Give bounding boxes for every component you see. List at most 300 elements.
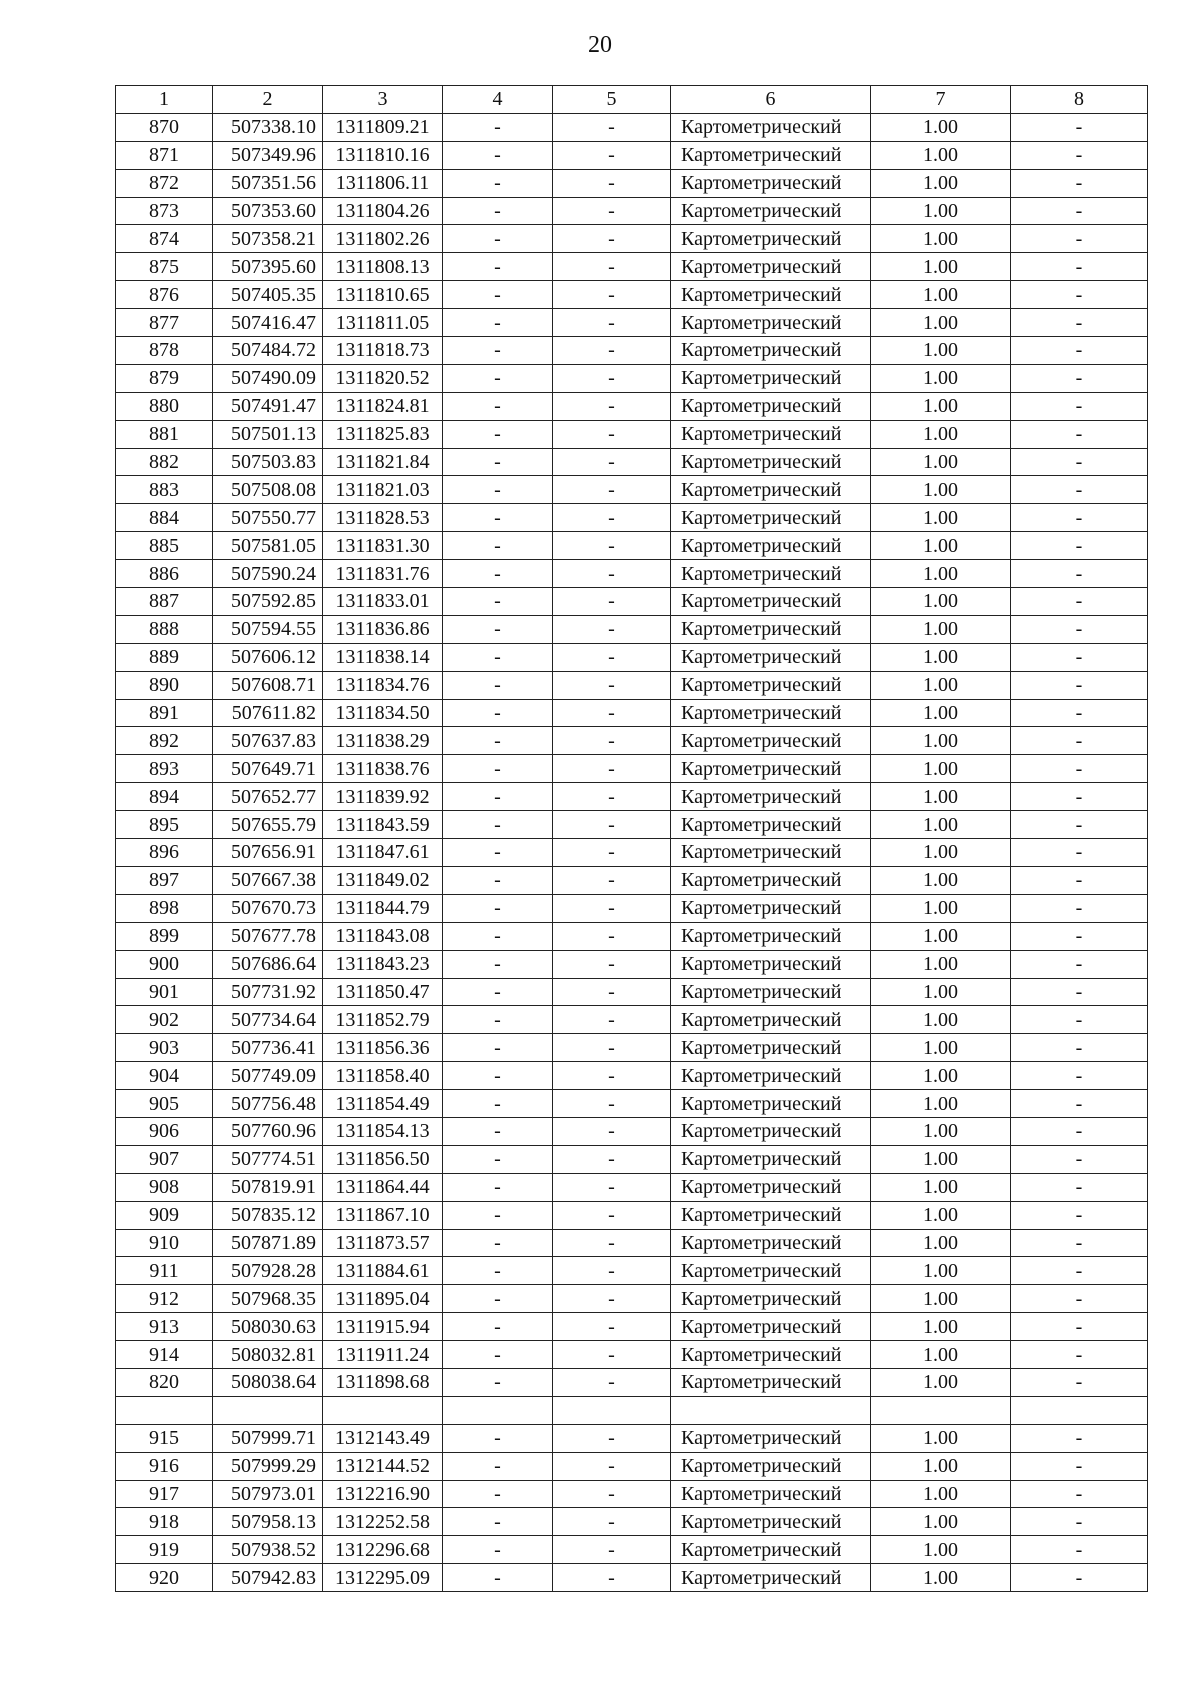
accuracy-cell: 1.00 <box>871 141 1011 169</box>
column-header: 1 <box>116 86 213 114</box>
method-cell: Картометрический <box>671 1424 871 1452</box>
column-5-cell: - <box>553 699 671 727</box>
table-row <box>116 1006 1148 1034</box>
column-header: 4 <box>443 86 553 114</box>
column-5-cell: - <box>553 1006 671 1034</box>
accuracy-cell: 1.00 <box>871 643 1011 671</box>
method-cell: Картометрический <box>671 1285 871 1313</box>
column-8-cell: - <box>1011 448 1148 476</box>
method-cell: Картометрический <box>671 309 871 337</box>
accuracy-cell: 1.00 <box>871 894 1011 922</box>
point-number-cell: 875 <box>116 253 213 281</box>
method-cell: Картометрический <box>671 811 871 839</box>
accuracy-cell: 1.00 <box>871 1145 1011 1173</box>
table-row <box>116 1313 1148 1341</box>
y-coordinate-cell: 1311836.86 <box>323 615 443 643</box>
x-coordinate-cell: 507503.83 <box>213 448 323 476</box>
method-cell: Картометрический <box>671 337 871 365</box>
y-coordinate-cell: 1312252.58 <box>323 1508 443 1536</box>
y-coordinate-cell: 1311884.61 <box>323 1257 443 1285</box>
column-5-cell: - <box>553 1173 671 1201</box>
column-8-cell: - <box>1011 1285 1148 1313</box>
column-4-cell: - <box>443 755 553 783</box>
method-cell: Картометрический <box>671 1452 871 1480</box>
column-8-cell: - <box>1011 1508 1148 1536</box>
method-cell: Картометрический <box>671 671 871 699</box>
x-coordinate-cell: 507928.28 <box>213 1257 323 1285</box>
table-row <box>116 1341 1148 1369</box>
table-row <box>116 560 1148 588</box>
method-cell: Картометрический <box>671 1480 871 1508</box>
x-coordinate-cell: 507749.09 <box>213 1062 323 1090</box>
method-cell: Картометрический <box>671 1536 871 1564</box>
accuracy-cell: 1.00 <box>871 560 1011 588</box>
point-number-cell: 920 <box>116 1564 213 1592</box>
table-row <box>116 1536 1148 1564</box>
y-coordinate-cell: 1311854.13 <box>323 1117 443 1145</box>
table-row <box>116 615 1148 643</box>
y-coordinate-cell: 1311838.14 <box>323 643 443 671</box>
column-4-cell: - <box>443 504 553 532</box>
column-4-cell: - <box>443 309 553 337</box>
column-4-cell: - <box>443 420 553 448</box>
method-cell: Картометрический <box>671 281 871 309</box>
x-coordinate-cell: 507958.13 <box>213 1508 323 1536</box>
accuracy-cell: 1.00 <box>871 364 1011 392</box>
column-5-cell: - <box>553 1257 671 1285</box>
table-row <box>116 476 1148 504</box>
column-8-cell: - <box>1011 1257 1148 1285</box>
column-4-cell: - <box>443 225 553 253</box>
column-4-cell: - <box>443 1062 553 1090</box>
column-4-cell: - <box>443 978 553 1006</box>
column-4-cell: - <box>443 1368 553 1396</box>
accuracy-cell: 1.00 <box>871 699 1011 727</box>
accuracy-cell: 1.00 <box>871 309 1011 337</box>
column-5-cell: - <box>553 448 671 476</box>
column-4-cell: - <box>443 1285 553 1313</box>
column-5-cell: - <box>553 1034 671 1062</box>
x-coordinate-cell: 508032.81 <box>213 1341 323 1369</box>
table-header-row <box>116 86 1148 114</box>
point-number-cell: 879 <box>116 364 213 392</box>
column-8-cell: - <box>1011 281 1148 309</box>
y-coordinate-cell: 1311839.92 <box>323 783 443 811</box>
point-number-cell: 870 <box>116 113 213 141</box>
column-5-cell: - <box>553 894 671 922</box>
column-8-cell: - <box>1011 392 1148 420</box>
y-coordinate-cell: 1311856.36 <box>323 1034 443 1062</box>
y-coordinate-cell: 1311856.50 <box>323 1145 443 1173</box>
table-row <box>116 978 1148 1006</box>
x-coordinate-cell: 507999.71 <box>213 1424 323 1452</box>
accuracy-cell: 1.00 <box>871 337 1011 365</box>
point-number-cell: 894 <box>116 783 213 811</box>
column-5-cell: - <box>553 783 671 811</box>
column-5-cell: - <box>553 420 671 448</box>
accuracy-cell: 1.00 <box>871 392 1011 420</box>
accuracy-cell: 1.00 <box>871 1313 1011 1341</box>
column-8-cell: - <box>1011 1173 1148 1201</box>
column-5-cell: - <box>553 1564 671 1592</box>
point-number-cell: 889 <box>116 643 213 671</box>
column-5-cell: - <box>553 1313 671 1341</box>
column-8-cell: - <box>1011 309 1148 337</box>
table-row <box>116 588 1148 616</box>
column-8-cell: - <box>1011 141 1148 169</box>
point-number-cell: 899 <box>116 922 213 950</box>
column-4-cell: - <box>443 1257 553 1285</box>
method-cell: Картометрический <box>671 476 871 504</box>
column-5-cell: - <box>553 281 671 309</box>
point-number-cell: 907 <box>116 1145 213 1173</box>
point-number-cell: 910 <box>116 1229 213 1257</box>
column-5-cell: - <box>553 504 671 532</box>
accuracy-cell: 1.00 <box>871 113 1011 141</box>
column-5-cell: - <box>553 1117 671 1145</box>
method-cell: Картометрический <box>671 532 871 560</box>
method-cell: Картометрический <box>671 699 871 727</box>
column-8-cell: - <box>1011 504 1148 532</box>
accuracy-cell: 1.00 <box>871 476 1011 504</box>
accuracy-cell: 1.00 <box>871 615 1011 643</box>
accuracy-cell: 1.00 <box>871 1424 1011 1452</box>
table-row <box>116 1452 1148 1480</box>
column-4-cell: - <box>443 1341 553 1369</box>
column-5-cell: - <box>553 253 671 281</box>
y-coordinate-cell: 1311831.76 <box>323 560 443 588</box>
method-cell: Картометрический <box>671 197 871 225</box>
table-row <box>116 281 1148 309</box>
point-number-cell: 913 <box>116 1313 213 1341</box>
accuracy-cell: 1.00 <box>871 811 1011 839</box>
x-coordinate-cell: 507416.47 <box>213 309 323 337</box>
column-5-cell: - <box>553 922 671 950</box>
column-5-cell: - <box>553 755 671 783</box>
accuracy-cell: 1.00 <box>871 1034 1011 1062</box>
y-coordinate-cell: 1311834.50 <box>323 699 443 727</box>
y-coordinate-cell: 1311838.29 <box>323 727 443 755</box>
column-4-cell: - <box>443 1201 553 1229</box>
point-number-cell: 877 <box>116 309 213 337</box>
table-row <box>116 448 1148 476</box>
point-number-cell: 890 <box>116 671 213 699</box>
point-number-cell: 880 <box>116 392 213 420</box>
column-4-cell: - <box>443 1229 553 1257</box>
x-coordinate-cell: 507835.12 <box>213 1201 323 1229</box>
column-5-cell: - <box>553 839 671 867</box>
accuracy-cell <box>871 1396 1011 1424</box>
column-8-cell: - <box>1011 1006 1148 1034</box>
column-4-cell: - <box>443 253 553 281</box>
table-row <box>116 783 1148 811</box>
point-number-cell: 892 <box>116 727 213 755</box>
table-row <box>116 113 1148 141</box>
point-number-cell: 891 <box>116 699 213 727</box>
y-coordinate-cell: 1311818.73 <box>323 337 443 365</box>
method-cell: Картометрический <box>671 1368 871 1396</box>
column-8-cell: - <box>1011 1034 1148 1062</box>
table-row <box>116 392 1148 420</box>
column-4-cell: - <box>443 1173 553 1201</box>
x-coordinate-cell: 507358.21 <box>213 225 323 253</box>
table-row <box>116 1145 1148 1173</box>
accuracy-cell: 1.00 <box>871 1480 1011 1508</box>
column-5-cell: - <box>553 1341 671 1369</box>
y-coordinate-cell: 1311820.52 <box>323 364 443 392</box>
y-coordinate-cell: 1312216.90 <box>323 1480 443 1508</box>
table-row <box>116 811 1148 839</box>
column-5-cell: - <box>553 615 671 643</box>
y-coordinate-cell: 1312295.09 <box>323 1564 443 1592</box>
column-5-cell: - <box>553 1480 671 1508</box>
method-cell: Картометрический <box>671 448 871 476</box>
method-cell: Картометрический <box>671 783 871 811</box>
point-number-cell <box>116 1396 213 1424</box>
table-row <box>116 1062 1148 1090</box>
column-4-cell: - <box>443 476 553 504</box>
point-number-cell: 874 <box>116 225 213 253</box>
x-coordinate-cell: 507349.96 <box>213 141 323 169</box>
x-coordinate-cell: 507756.48 <box>213 1090 323 1118</box>
x-coordinate-cell: 507942.83 <box>213 1564 323 1592</box>
point-number-cell: 906 <box>116 1117 213 1145</box>
column-8-cell: - <box>1011 1145 1148 1173</box>
column-5-cell: - <box>553 588 671 616</box>
method-cell: Картометрический <box>671 839 871 867</box>
method-cell: Картометрический <box>671 1313 871 1341</box>
method-cell: Картометрический <box>671 922 871 950</box>
accuracy-cell: 1.00 <box>871 727 1011 755</box>
x-coordinate-cell: 507501.13 <box>213 420 323 448</box>
method-cell: Картометрический <box>671 1006 871 1034</box>
method-cell: Картометрический <box>671 1090 871 1118</box>
point-number-cell: 885 <box>116 532 213 560</box>
y-coordinate-cell: 1311844.79 <box>323 894 443 922</box>
column-4-cell: - <box>443 1090 553 1118</box>
y-coordinate-cell: 1311834.76 <box>323 671 443 699</box>
x-coordinate-cell: 507973.01 <box>213 1480 323 1508</box>
column-5-cell: - <box>553 1229 671 1257</box>
x-coordinate-cell: 507655.79 <box>213 811 323 839</box>
method-cell: Картометрический <box>671 1034 871 1062</box>
y-coordinate-cell: 1311911.24 <box>323 1341 443 1369</box>
column-5-cell: - <box>553 950 671 978</box>
x-coordinate-cell: 507774.51 <box>213 1145 323 1173</box>
accuracy-cell: 1.00 <box>871 197 1011 225</box>
table-row <box>116 1368 1148 1396</box>
accuracy-cell: 1.00 <box>871 1201 1011 1229</box>
method-cell: Картометрический <box>671 560 871 588</box>
column-4-cell: - <box>443 113 553 141</box>
table-row <box>116 1201 1148 1229</box>
accuracy-cell: 1.00 <box>871 504 1011 532</box>
x-coordinate-cell: 507731.92 <box>213 978 323 1006</box>
column-4-cell: - <box>443 1006 553 1034</box>
point-number-cell: 887 <box>116 588 213 616</box>
table-row <box>116 253 1148 281</box>
y-coordinate-cell: 1311821.03 <box>323 476 443 504</box>
point-number-cell: 897 <box>116 866 213 894</box>
x-coordinate-cell: 507649.71 <box>213 755 323 783</box>
accuracy-cell: 1.00 <box>871 420 1011 448</box>
y-coordinate-cell: 1311825.83 <box>323 420 443 448</box>
x-coordinate-cell: 507351.56 <box>213 169 323 197</box>
accuracy-cell: 1.00 <box>871 448 1011 476</box>
y-coordinate-cell: 1311854.49 <box>323 1090 443 1118</box>
column-4-cell: - <box>443 671 553 699</box>
accuracy-cell: 1.00 <box>871 783 1011 811</box>
table-row <box>116 141 1148 169</box>
method-cell: Картометрический <box>671 1229 871 1257</box>
x-coordinate-cell: 507581.05 <box>213 532 323 560</box>
x-coordinate-cell: 507508.08 <box>213 476 323 504</box>
point-number-cell: 888 <box>116 615 213 643</box>
y-coordinate-cell: 1311850.47 <box>323 978 443 1006</box>
y-coordinate-cell: 1311849.02 <box>323 866 443 894</box>
x-coordinate-cell: 507594.55 <box>213 615 323 643</box>
y-coordinate-cell: 1311831.30 <box>323 532 443 560</box>
column-5-cell: - <box>553 1508 671 1536</box>
method-cell: Картометрический <box>671 225 871 253</box>
y-coordinate-cell: 1311867.10 <box>323 1201 443 1229</box>
method-cell: Картометрический <box>671 1341 871 1369</box>
y-coordinate-cell <box>323 1396 443 1424</box>
method-cell: Картометрический <box>671 364 871 392</box>
method-cell: Картометрический <box>671 643 871 671</box>
column-4-cell: - <box>443 1313 553 1341</box>
column-5-cell: - <box>553 1536 671 1564</box>
column-5-cell: - <box>553 113 671 141</box>
column-8-cell: - <box>1011 1201 1148 1229</box>
column-8-cell: - <box>1011 866 1148 894</box>
column-8-cell: - <box>1011 337 1148 365</box>
x-coordinate-cell: 507405.35 <box>213 281 323 309</box>
point-number-cell: 895 <box>116 811 213 839</box>
column-8-cell: - <box>1011 420 1148 448</box>
table-row <box>116 671 1148 699</box>
table-row <box>116 420 1148 448</box>
column-header: 5 <box>553 86 671 114</box>
accuracy-cell: 1.00 <box>871 671 1011 699</box>
column-8-cell: - <box>1011 253 1148 281</box>
table-row <box>116 504 1148 532</box>
method-cell: Картометрический <box>671 1257 871 1285</box>
column-8-cell: - <box>1011 1090 1148 1118</box>
point-number-cell: 917 <box>116 1480 213 1508</box>
point-number-cell: 914 <box>116 1341 213 1369</box>
column-5-cell: - <box>553 1090 671 1118</box>
column-8-cell: - <box>1011 1564 1148 1592</box>
x-coordinate-cell: 507667.38 <box>213 866 323 894</box>
y-coordinate-cell: 1311898.68 <box>323 1368 443 1396</box>
method-cell: Картометрический <box>671 894 871 922</box>
column-5-cell: - <box>553 169 671 197</box>
column-4-cell: - <box>443 615 553 643</box>
table-row <box>116 1229 1148 1257</box>
column-8-cell: - <box>1011 922 1148 950</box>
column-8-cell: - <box>1011 1480 1148 1508</box>
table-row <box>116 839 1148 867</box>
column-5-cell: - <box>553 978 671 1006</box>
method-cell: Картометрический <box>671 615 871 643</box>
table-row <box>116 643 1148 671</box>
accuracy-cell: 1.00 <box>871 1452 1011 1480</box>
column-4-cell: - <box>443 1508 553 1536</box>
column-4-cell: - <box>443 588 553 616</box>
table-row <box>116 1034 1148 1062</box>
x-coordinate-cell: 507338.10 <box>213 113 323 141</box>
method-cell: Картометрический <box>671 1173 871 1201</box>
y-coordinate-cell: 1311821.84 <box>323 448 443 476</box>
point-number-cell: 878 <box>116 337 213 365</box>
accuracy-cell: 1.00 <box>871 1090 1011 1118</box>
y-coordinate-cell: 1312296.68 <box>323 1536 443 1564</box>
y-coordinate-cell: 1311838.76 <box>323 755 443 783</box>
accuracy-cell: 1.00 <box>871 1508 1011 1536</box>
column-4-cell: - <box>443 141 553 169</box>
y-coordinate-cell: 1311810.65 <box>323 281 443 309</box>
x-coordinate-cell: 507656.91 <box>213 839 323 867</box>
column-4-cell: - <box>443 169 553 197</box>
column-8-cell: - <box>1011 1536 1148 1564</box>
column-header: 7 <box>871 86 1011 114</box>
column-5-cell: - <box>553 225 671 253</box>
column-8-cell: - <box>1011 894 1148 922</box>
point-number-cell: 893 <box>116 755 213 783</box>
accuracy-cell: 1.00 <box>871 1536 1011 1564</box>
column-4-cell: - <box>443 1424 553 1452</box>
page-number: 20 <box>588 32 612 58</box>
coordinates-table <box>115 85 1148 1592</box>
point-number-cell: 915 <box>116 1424 213 1452</box>
column-8-cell: - <box>1011 671 1148 699</box>
column-8-cell: - <box>1011 950 1148 978</box>
method-cell: Картометрический <box>671 504 871 532</box>
table-row <box>116 1480 1148 1508</box>
point-number-cell: 876 <box>116 281 213 309</box>
y-coordinate-cell: 1311811.05 <box>323 309 443 337</box>
column-8-cell: - <box>1011 755 1148 783</box>
point-number-cell: 902 <box>116 1006 213 1034</box>
column-header: 6 <box>671 86 871 114</box>
y-coordinate-cell: 1311824.81 <box>323 392 443 420</box>
method-cell: Картометрический <box>671 1145 871 1173</box>
point-number-cell: 918 <box>116 1508 213 1536</box>
x-coordinate-cell: 507606.12 <box>213 643 323 671</box>
method-cell: Картометрический <box>671 392 871 420</box>
accuracy-cell: 1.00 <box>871 922 1011 950</box>
y-coordinate-cell: 1311802.26 <box>323 225 443 253</box>
column-8-cell: - <box>1011 1062 1148 1090</box>
table-row <box>116 755 1148 783</box>
x-coordinate-cell: 507491.47 <box>213 392 323 420</box>
table-row <box>116 1117 1148 1145</box>
column-4-cell: - <box>443 197 553 225</box>
y-coordinate-cell: 1311843.23 <box>323 950 443 978</box>
column-5-cell: - <box>553 1201 671 1229</box>
column-4-cell: - <box>443 1452 553 1480</box>
table-row <box>116 1424 1148 1452</box>
column-4-cell: - <box>443 560 553 588</box>
y-coordinate-cell: 1311895.04 <box>323 1285 443 1313</box>
y-coordinate-cell: 1311843.08 <box>323 922 443 950</box>
table-row <box>116 1564 1148 1592</box>
accuracy-cell: 1.00 <box>871 1062 1011 1090</box>
accuracy-cell: 1.00 <box>871 532 1011 560</box>
table-row <box>116 727 1148 755</box>
method-cell: Картометрический <box>671 113 871 141</box>
